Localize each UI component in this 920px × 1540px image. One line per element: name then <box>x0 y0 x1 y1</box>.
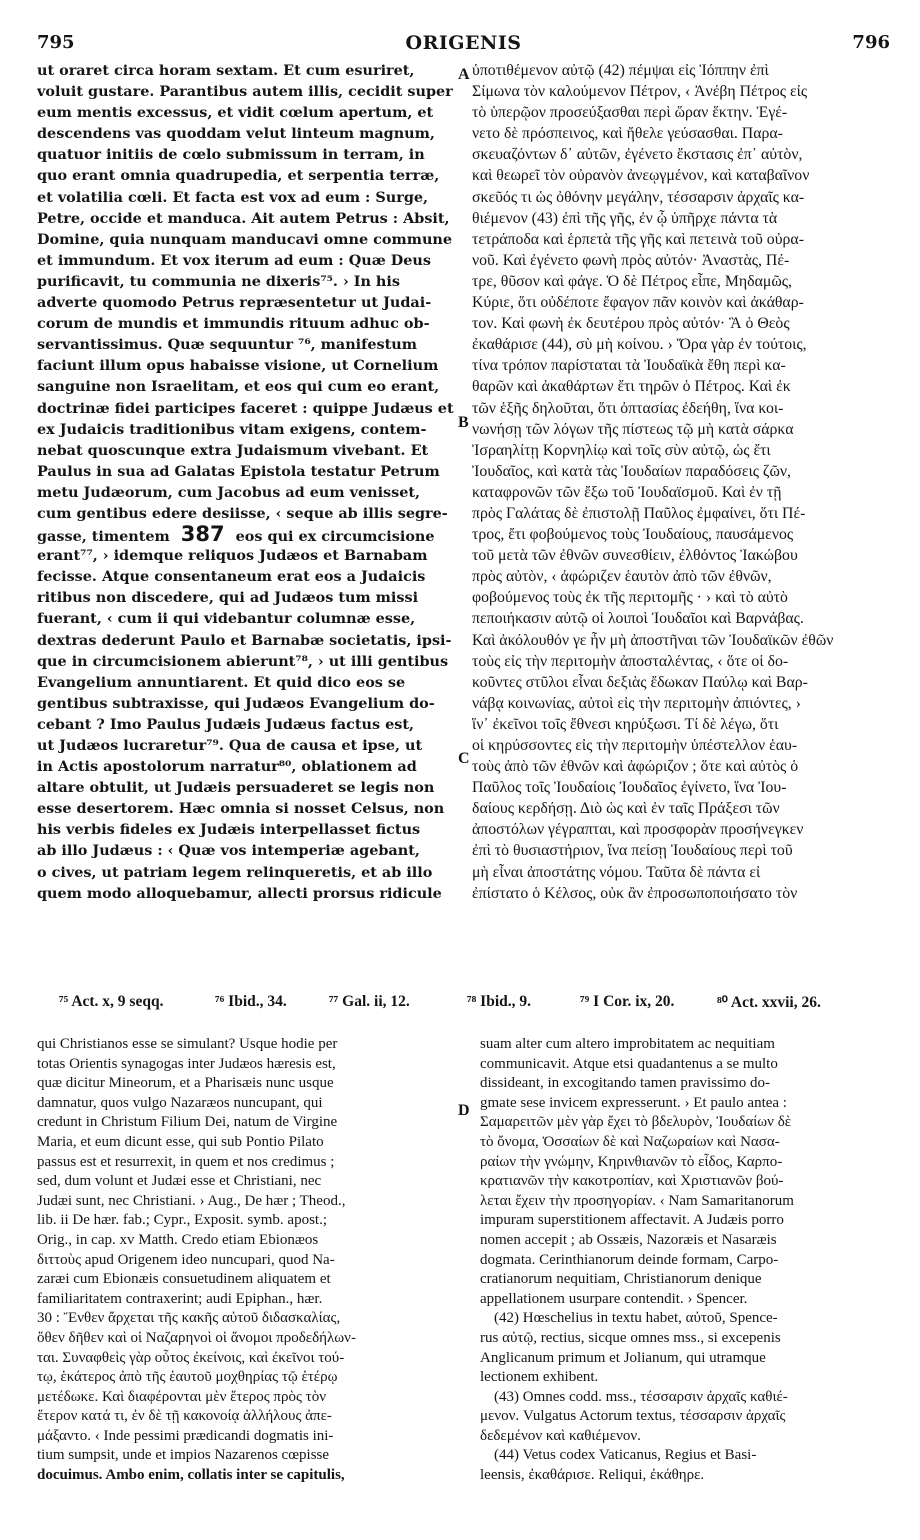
latin-line: fecisse. Atque consentaneum erat eos a Judaicis <box>37 568 426 586</box>
latin-line: ex Judaicis traditionibus vitam exigens, contem- <box>37 420 427 438</box>
latin-line: cum gentibus edere desiisse, ‹ seque ab illis segre- <box>37 504 448 522</box>
latin-line: ut Judæos lucraretur⁷⁹. Qua de causa et ipse, ut <box>37 737 423 754</box>
latin-column <box>37 60 457 980</box>
greek-line: ὑποτιθέμενον αὐτῷ (42) πέμψαι εἰς Ἰόππην ἐπὶ <box>472 62 769 79</box>
note-line: (44) Vetus codex Vaticanus, Regius et Basi- <box>494 1447 757 1464</box>
greek-line: ἐκαθάρισε (44), σὺ μὴ κοίνου. › Ὅρα γὰρ ἐν τούτοις, <box>472 336 807 354</box>
greek-line: ἀποστόλων γέγραπται, καὶ προσφορὰν προσήνεγκεν <box>472 821 804 839</box>
note-line: qui Christianos esse se simulant? Usque hodie per <box>37 1036 338 1052</box>
greek-line: ἐπίστατο ὁ Κέλσος, οὐκ ἂν ἐπροσωποποιήσατο τὸν <box>472 884 798 902</box>
latin-line: Paulus in sua ad Galatas Epistola testatur Petrum <box>37 462 440 480</box>
note-line: τὸ ὄνομα, Ὀσσαίων δὲ καὶ Ναζωραίων καὶ Νασα- <box>480 1133 780 1150</box>
note-line: appellationem usurpare contendit. › Spencer. <box>480 1290 748 1307</box>
page-number-right: 796 <box>852 32 890 53</box>
note-line: dissideant, in excogitando tamen pravissimo do- <box>480 1075 770 1092</box>
greek-line: καταφρονῶν τῶν ἔξω τοῦ Ἰουδαϊσμοῦ. Καὶ ἐν τῇ <box>472 483 782 501</box>
latin-line: quem modo alloquebamur, allecti prorsus ridicule <box>37 884 442 902</box>
latin-line: in Actis apostolorum narratur⁸⁰, oblationem ad <box>37 758 417 776</box>
note-line: δεδεμένον καὶ καθιέμενον. <box>480 1427 641 1444</box>
latin-line: voluit gustare. Parantibus autem illis, cecidit super <box>37 83 453 101</box>
footnote-ref: ⁸⁰ Act. xxvii, 26. <box>717 994 821 1011</box>
footnote-references <box>37 993 890 1015</box>
note-line: ται. Συναφθεὶς γὰρ οὗτος ἐκείνοις, καὶ ἐκεῖνοι τού- <box>37 1349 345 1366</box>
greek-line: τρε, θῦσον καὶ φάγε. Ὁ δὲ Πέτρος εἶπε, Μηδαμῶς, <box>472 272 792 290</box>
footnote-ref: ⁷⁶ Ibid., 34. <box>215 993 287 1010</box>
latin-line: ritibus non discedere, qui ad Judæos tum missi <box>37 589 419 607</box>
margin-letter-d: D <box>458 1102 470 1119</box>
note-line: suam alter cum altero improbitatem ac nequitiam <box>480 1036 775 1052</box>
greek-line: νετο δὲ πρόσπεινος, καὶ ἤθελε γεύσασθαι. Παρα- <box>472 125 783 143</box>
greek-line: καὶ θεωρεῖ τὸν οὐρανὸν ἀνεῳγμένον, καὶ καταβαῖνον <box>472 167 810 185</box>
latin-line: nebat quoscunque extra Judaismum vivebant. Et <box>37 441 429 459</box>
note-line: tium sumpsit, unde et impios Nazarenos cœpisse <box>37 1447 330 1464</box>
latin-line: servantissimus. Quæ sequuntur ⁷⁶, manifestum <box>37 336 417 354</box>
note-line: docuimus. Ambo enim, collatis inter se capitulis, <box>37 1467 345 1484</box>
note-line: quæ dicitur Mineorum, et a Pharisæis nunc usque <box>37 1075 334 1092</box>
note-line: ἕτερον κατά τι, ἐν δὲ τῇ κακονοίᾳ ἀλλήλους ἀπε- <box>37 1408 332 1425</box>
note-line: leensis, ἐκαθάρισε. Reliqui, ἐκάθηρε. <box>480 1467 705 1484</box>
note-line: zaræi cum Ebionæis consuetudinem aliquatem et <box>37 1271 331 1288</box>
notes-right-column <box>480 1035 892 1500</box>
latin-line: doctrinæ fidei participes faceret : quippe Judæus et <box>37 399 454 417</box>
note-line: lib. ii De hær. fab.; Cypr., Exposit. symb. apost.; <box>37 1212 327 1229</box>
latin-line <box>37 524 457 545</box>
greek-line: οἱ κηρύσσοντες εἰς τὴν περιτομὴν ὑπέστελλον ἑαυ- <box>472 737 798 754</box>
latin-line: adverte quomodo Petrus repræsentetur ut Judai- <box>37 294 432 312</box>
greek-line: τοὺς εἰς τὴν περιτομὴν ἀποσταλέντας, ‹ ὅτε οἱ δο- <box>472 652 789 670</box>
greek-line: τοὺς ἀπὸ τῶν ἐθνῶν καὶ ἀφώριζον ; ὅτε καὶ αὐτὸς ὁ <box>472 758 799 776</box>
latin-line: quatuor initiis de cœlo submissum in terram, in <box>37 146 425 164</box>
greek-line: ἐπὶ τὸ θυσιαστήριον, ἵνα πείσῃ Ἰουδαίους περὶ τοῦ <box>472 842 793 860</box>
greek-line: Ἰουδαῖος, καὶ κατὰ τὰς Ἰουδαίων παραδόσεις ζῶν, <box>472 462 791 480</box>
note-line: familiaritatem contraxerint; audi Epiphan., hær. <box>37 1290 323 1307</box>
footnote-ref: ⁷⁵ Act. x, 9 seqq. <box>59 993 164 1010</box>
latin-line: Petre, occide et manduca. Ait autem Petrus : Absit, <box>37 209 450 227</box>
note-line: κρατιανῶν τὴν κακοτροπίαν, καὶ Χριστιανῶν βού- <box>480 1173 784 1190</box>
note-line: damnatur, quos vulgo Nazaræos nuncupant, qui <box>37 1094 323 1111</box>
note-line: communicavit. Atque etsi quadantenus a se multo <box>480 1055 778 1072</box>
note-line: rus αὐτῷ, rectius, sicque omnes mss., si excepenis <box>480 1329 781 1346</box>
latin-line: cebant ? Imo Paulus Judæis Judæus factus est, <box>37 715 414 733</box>
latin-line: ut oraret circa horam sextam. Et cum esuriret, <box>37 62 415 79</box>
margin-letter-a: A <box>458 66 470 83</box>
note-line: 30 : Ἔνθεν ἄρχεται τῆς κακῆς αὐτοῦ διδασκαλίας, <box>37 1310 341 1327</box>
latin-line: altare obtulit, ut Judæis persuaderet se legis non <box>37 779 435 797</box>
latin-line: fuerant, ‹ cum ii qui videbantur columnæ esse, <box>37 610 416 628</box>
greek-line: πρὸς Γαλάτας δὲ ἐπιστολῇ Παῦλος ἐμφαίνει, ὅτι Πέ- <box>472 504 806 522</box>
note-line: sed, dum volunt et Judæi esse et Christiani, nec <box>37 1173 322 1190</box>
latin-line: que in circumcisionem abierunt⁷⁸, › ut illi gentibus <box>37 652 449 670</box>
latin-line: erant⁷⁷, › idemque reliquos Judæos et Barnabam <box>37 547 428 565</box>
note-line: διττοὺς apud Origenem ideo nuncupari, quod Na- <box>37 1251 335 1268</box>
footnote-ref: ⁷⁷ Gal. ii, 12. <box>329 993 410 1010</box>
latin-line-part: gasse, timentem <box>37 528 170 546</box>
margin-letter-b: B <box>458 414 469 431</box>
latin-line: o cives, ut patriam legem relinqueretis, et ab illo <box>37 863 433 881</box>
note-line: (43) Omnes codd. mss., τέσσαρσιν ἀρχαῖς καθιέ- <box>494 1388 788 1405</box>
latin-line: dextras dederunt Paulo et Barnabæ societatis, ipsi- <box>37 631 452 649</box>
note-line: gmate sese invicem expresserunt. › Et paulo antea : <box>480 1094 787 1111</box>
greek-line: σκεῦός τι ὡς ὀθόνην μεγάλην, τέσσαρσιν ἀρχαῖς κα- <box>472 188 805 206</box>
greek-line: Κύριε, ὅτι οὐδέποτε ἔφαγον πᾶν κοινὸν καὶ ἀκάθαρ- <box>472 294 804 312</box>
note-line: dogmata. Cerinthianorum deinde formam, Carpo- <box>480 1251 779 1268</box>
note-line: ὅθεν δῆθεν καὶ οἱ Ναζαρηνοὶ οἱ ἄνομοι προδεδήλων- <box>37 1329 356 1346</box>
latin-line: ab illo Judæus : ‹ Quæ vos intemperiæ agebant, <box>37 842 420 860</box>
latin-line: gentibus subtraxisse, qui Judæos Evangelium do- <box>37 694 435 712</box>
latin-line: quo erant omnia quadrupedia, et serpentia terræ, <box>37 167 440 185</box>
greek-column <box>472 60 892 980</box>
note-line: impuram superstitionem affectavit. A Judæis porro <box>480 1212 784 1229</box>
greek-line: κοῦντες στῦλοι εἶναι δεξιὰς ἔδωκαν Παύλῳ καὶ Βαρ- <box>472 673 808 691</box>
note-line: Maria, et eum dicunt esse, qui sub Pontio Pilato <box>37 1133 324 1150</box>
page-marker: 387 <box>180 522 225 547</box>
latin-line: metu Judæorum, cum Jacobus ad eum venisset, <box>37 483 421 501</box>
greek-line: τον. Καὶ φωνὴ ἐκ δευτέρου πρὸς αὐτόν· Ἃ ὁ Θεὸς <box>472 315 790 333</box>
greek-line: νωνήσῃ τῶν λόγων τῆς πίστεως τῷ μὴ κατὰ σάρκα <box>472 420 794 438</box>
latin-line: Domine, quia nunquam manducavi omne commune <box>37 230 453 248</box>
note-line: nomen accepit ; ab Ossæis, Nazoræis et Nasaræis <box>480 1231 777 1248</box>
latin-line: his verbis fideles ex Judæis interpellasset fictus <box>37 821 421 839</box>
latin-line: esse desertorem. Hæc omnia si nosset Celsus, non <box>37 800 445 818</box>
greek-line: θιέμενον (43) ἐπὶ τῆς γῆς, ἐν ᾧ ὑπῆρχε πάντα τὰ <box>472 209 778 227</box>
greek-line: νάβᾳ κοινωνίας, αὐτοὶ εἰς τὴν περιτομὴν ἀπιόντες, › <box>472 694 801 712</box>
note-line: Anglicanum primum et Jolianum, qui utramque <box>480 1349 766 1366</box>
note-line: cratianorum nequitiam, Christianorum denique <box>480 1271 762 1288</box>
note-line: τῳ, ἑκάτερος ἀπὸ τῆς ἑαυτοῦ μοχθηρίας τῷ ἑτέρῳ <box>37 1369 338 1386</box>
note-line: credunt in Christum Filium Dei, natum de Virgine <box>37 1114 338 1131</box>
greek-line: δαίους κερδήσῃ. Διὸ ὡς καὶ ἐν ταῖς Πράξεσι τῶν <box>472 800 780 818</box>
greek-line: πρὸς αὐτὸν, ‹ ἀφώριζεν ἑαυτὸν ἀπὸ τῶν ἐθνῶν, <box>472 568 772 586</box>
note-line: (42) Hœschelius in textu habet, αὐτοῦ, Spence- <box>494 1310 778 1327</box>
running-title: ORIGENIS <box>405 32 522 54</box>
greek-line: τὸ ὑπερῷον προσεύξασθαι περὶ ὥραν ἕκτην. Ἐγέ- <box>472 104 788 122</box>
latin-line: eum mentis excessus, et vidit cœlum apertum, et <box>37 104 434 122</box>
latin-line: et immundum. Et vox iterum ad eum : Quæ Deus <box>37 251 431 269</box>
greek-line: τετράποδα καὶ ἑρπετὰ τῆς γῆς καὶ πετεινὰ τοῦ οὐρα- <box>472 230 804 248</box>
note-line: Judæi sunt, nec Christiani. › Aug., De hær ; Theod., <box>37 1192 346 1209</box>
greek-line: μὴ εἶναι ἀποστάτης νόμου. Ταῦτα δὲ πάντα εἰ <box>472 863 761 881</box>
greek-line: τρος, ἔτι φοβούμενος τοὺς Ἰουδαίους, παυσάμενος <box>472 526 794 544</box>
greek-line: Ἰσραηλίτῃ Κορνηλίῳ καὶ τοῖς σὺν αὐτῷ, ὡς ἔτι <box>472 441 771 459</box>
greek-line: θαρῶν καὶ ἀκαθάρτων ἔτι τηρῶν ὁ Πέτρος. Καὶ ἐκ <box>472 378 791 396</box>
latin-line: purificavit, tu communia ne dixeris⁷⁵. › In his <box>37 272 400 290</box>
footnote-ref: ⁷⁹ I Cor. ix, 20. <box>580 993 675 1010</box>
latin-line-part: eos qui ex circumcisione <box>235 528 435 546</box>
greek-line: ἵν᾽ ἐκεῖνοι τοῖς ἔθνεσι κηρύξωσι. Τί δὲ λέγω, ὅτι <box>472 715 779 733</box>
note-line: Orig., in cap. xv Matth. Credo etiam Ebionæos <box>37 1231 319 1248</box>
notes-left-column <box>37 1035 457 1500</box>
latin-line: faciunt illum opus habaisse visione, ut Cornelium <box>37 357 439 375</box>
note-line: λεται ἔχειν τὴν προσηγορίαν. ‹ Nam Samaritanorum <box>480 1192 794 1209</box>
note-line: Σαμαρειτῶν μὲν γὰρ ἔχει τὸ βδελυρὸν, Ἰουδαίων δὲ <box>480 1114 792 1131</box>
greek-line: πεποιήκασιν αὐτῷ οἱ λοιποὶ Ἰουδαῖοι καὶ Βαρνάβας. <box>472 610 804 628</box>
page-header <box>37 32 890 54</box>
margin-letter-c: C <box>458 750 470 767</box>
greek-line: τῶν ἑξῆς δηλοῦται, ὅτι ὀπτασίας ἐδεήθη, ἵνα κοι- <box>472 399 784 417</box>
footnote-ref: ⁷⁸ Ibid., 9. <box>467 993 531 1010</box>
greek-line: Παῦλος τοῖς Ἰουδαίοις Ἰουδαῖος ἐγίνετο, ἵνα Ἰου- <box>472 779 787 797</box>
greek-line: τοῦ μετὰ τῶν ἐθνῶν συνεσθίειν, ἐλθόντος Ἰακώβου <box>472 547 798 565</box>
note-line: μάξαντο. ‹ Inde pessimi prædicandi dogmatis ini- <box>37 1427 334 1444</box>
note-line: passus est et resurrexit, in quem et nos credimus ; <box>37 1153 335 1170</box>
latin-line: et volatilia cœli. Et facta est vox ad eum : Surge, <box>37 188 429 206</box>
note-line: μετέδωκε. Καὶ διαφέρονται μὲν ἕτερος πρὸς τὸν <box>37 1388 326 1405</box>
page-number-left: 795 <box>37 32 75 53</box>
greek-line: νοῦ. Καὶ ἐγένετο φωνὴ πρὸς αὐτόν· Ἀναστὰς, Πέ- <box>472 251 790 269</box>
latin-line: descendens vas quoddam velut linteum magnum, <box>37 125 435 143</box>
latin-line: corum de mundis et immundis rituum adhuc ob- <box>37 315 430 333</box>
note-line: μενον. Vulgatus Actorum textus, τέσσαρσιν ἀρχαῖς <box>480 1408 786 1425</box>
latin-line: Evangelium annuntiarent. Et quid dico eos se <box>37 673 406 691</box>
note-line: ραίων τὴν γνώμην, Κηρινθιανῶν τὸ εἶδος, Καρπο- <box>480 1153 783 1170</box>
greek-line: Σίμωνα τὸν καλούμενον Πέτρον, ‹ Ἀνέβη Πέτρος εἰς <box>472 83 808 101</box>
latin-line: sanguine non Israelitam, et eos qui cum eo erant, <box>37 378 440 396</box>
greek-line: τίνα τρόπον παρίσταται τὰ Ἰουδαϊκὰ ἔθη περὶ κα- <box>472 357 786 375</box>
greek-line: Καὶ ἀκόλουθόν γε ἦν μὴ ἀποστῆναι τῶν Ἰουδαϊκῶν ἐθῶν <box>472 631 834 649</box>
note-line: lectionem exhibent. <box>480 1369 599 1386</box>
greek-line: σκευαζόντων δ᾽ αὐτῶν, ἐγένετο ἔκστασις ἐπ᾽ αὐτὸν, <box>472 146 803 164</box>
greek-line <box>472 904 892 925</box>
greek-line: φοβούμενος τοὺς ἐκ τῆς περιτομῆς · › καὶ τὸ αὐτὸ <box>472 589 788 607</box>
note-line: totas Orientis synagogas inter Judæos hæresis est, <box>37 1055 336 1072</box>
